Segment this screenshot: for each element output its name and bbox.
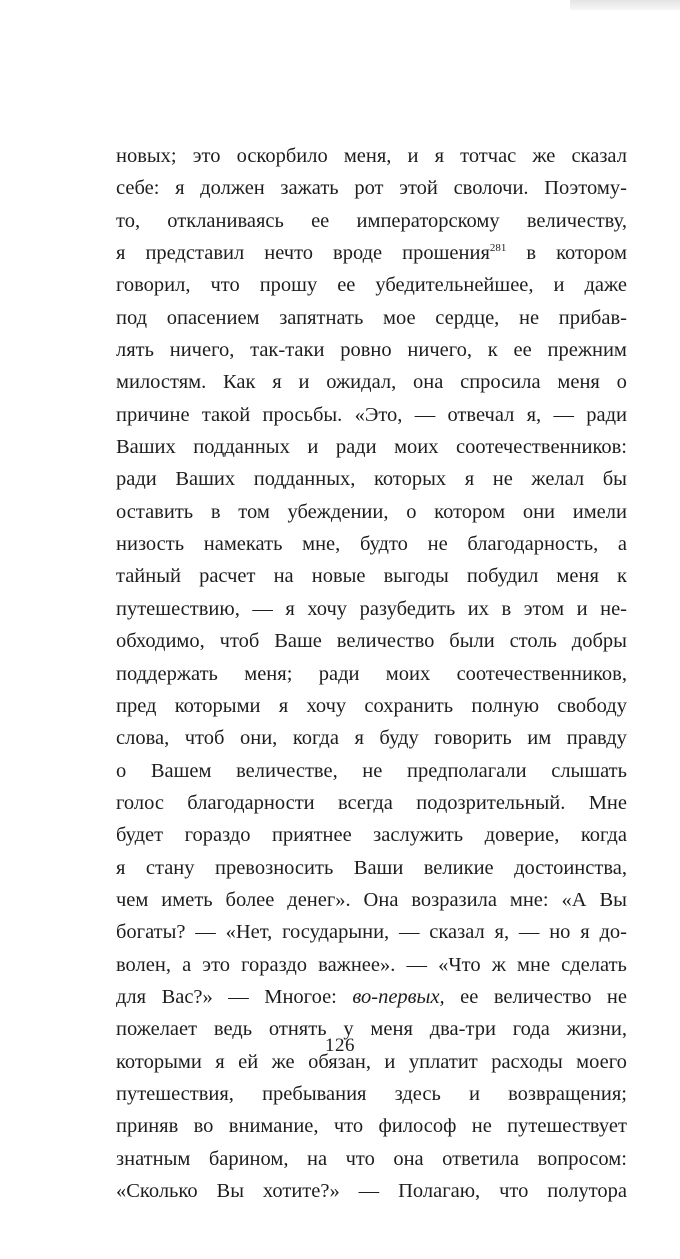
word: сохранить [364,694,454,717]
word: о [406,500,417,523]
word: знатным [116,1147,191,1170]
text-line [116,431,627,463]
word: ради [116,468,157,491]
word: это [202,953,231,976]
word: я [175,177,185,200]
word: — [553,403,574,426]
word: богаты? [116,921,186,944]
word: доверие, [484,824,560,847]
word: ничего, [407,339,473,362]
word: причине [116,403,190,426]
word: пред [116,694,157,717]
word: подозрительный. [416,791,566,814]
word: том [238,500,270,523]
text-line [116,593,627,625]
word: меня; [244,662,293,685]
word: которых [374,468,447,491]
word: расчет [199,565,256,588]
word: года [512,1018,550,1041]
word: во-первых, [352,985,445,1008]
scan-edge-shadow [570,0,680,10]
word: приятнее [271,824,352,847]
word: же [271,1050,295,1073]
word: чтоб [184,727,225,750]
word: они [522,500,556,523]
word: пребывания [262,1082,367,1105]
word: благодарность, [467,533,599,556]
word: на [273,565,294,588]
word: и [407,145,419,167]
word: слышать [551,759,627,782]
word: ради [586,403,627,426]
word: правду [566,727,627,750]
text-line [116,496,627,528]
word: же [532,145,556,167]
word: под [116,306,148,329]
text-line [116,528,627,560]
word: опасением [166,306,260,329]
word: такой [201,403,251,426]
word: ничего, [169,339,235,362]
word: соотечественников: [456,436,627,459]
text-line [116,722,627,754]
word: нечто [264,242,314,265]
word: что [499,1180,529,1202]
word: меня [556,565,599,588]
text-line [116,625,627,657]
word: соотечественников, [456,662,627,685]
word: что [345,1147,375,1170]
text-line [116,463,627,495]
word: побудил [466,565,539,588]
word: бы [602,468,627,491]
word: иметь [161,888,213,911]
word: хотите?» [262,1180,340,1202]
word: прежним [547,339,627,362]
word: не [427,533,448,556]
word: сволочи. [453,177,529,200]
word: о [116,759,127,782]
word: ровно [340,339,392,362]
page-number: 126 [325,1035,355,1056]
word: просьбы. [262,403,343,426]
word: Она [363,888,399,911]
word: тотчас [460,145,517,167]
word: им [527,727,552,750]
word: столь [509,630,557,653]
word: и [468,1082,480,1105]
word: моего [576,1050,627,1073]
word: Мне [588,791,627,814]
word: выгоды [383,565,449,588]
word: путешествия, [116,1082,234,1105]
word: ж [491,953,506,976]
word: хочу [306,694,347,717]
word: и [384,1050,396,1073]
word: отвечал [447,403,515,426]
word: этой [399,177,438,200]
word: ведь [213,1018,253,1041]
word: я [278,694,289,717]
word: достоинства, [514,856,627,879]
word: что [333,1115,364,1138]
word: оскорбило [236,145,328,167]
word: путешествует [507,1115,627,1138]
word: гораздо [184,824,251,847]
word: я [580,921,590,944]
word: новые [311,565,366,588]
text-line [116,981,627,1013]
word: — [195,921,216,944]
word: зажать [280,177,339,200]
word: меня [557,371,600,394]
word: будто [359,533,408,556]
word: величество [336,630,435,653]
word: я [285,597,295,620]
word: не [362,759,383,782]
word: и [307,436,319,459]
word: предполагали [406,759,527,782]
word: важнее». [318,953,396,976]
word: для [116,985,147,1008]
word: Многое: [264,985,337,1008]
word: Вы [599,888,627,911]
word: не [492,468,513,491]
word: и [298,371,310,394]
footnote-reference[interactable]: 281 [489,242,507,255]
word: прошу [259,274,318,297]
word: их [467,597,490,620]
word: это [192,145,221,167]
word: подданных [193,436,290,459]
word: буду [379,727,419,750]
text-line [116,852,627,884]
text-line [116,205,627,237]
word: я, [526,403,542,426]
word: ожидал, [326,371,397,394]
word: она [393,1147,424,1170]
text-line [116,690,627,722]
word: к [616,565,627,588]
word: вопросом: [537,1147,627,1170]
word: ее [513,339,532,362]
text-line [116,1175,627,1207]
word: пожелает [116,1018,198,1041]
word: когда [292,727,339,750]
word: прибав- [558,306,627,329]
word: не [518,306,540,329]
word: не [471,1115,492,1138]
word: Поэтому- [544,177,627,200]
word: моих [394,436,439,459]
word: себе: [116,177,160,200]
text-line [116,560,627,592]
word: путешествию, [116,597,240,620]
text-line [116,755,627,787]
word: так-таки [250,339,325,362]
word: меня, [343,145,392,167]
word: лять [116,339,154,362]
word: уплатит [408,1050,478,1073]
word: здесь [394,1082,441,1105]
text-line [116,302,627,334]
word: сказал [429,921,485,944]
word: Как [223,371,256,394]
word: императорскому [356,209,500,232]
word: поддержать [116,662,218,685]
word: желал [531,468,585,491]
word: сердце, [435,306,500,329]
word: котором [556,242,627,265]
word: «Нет, [225,921,273,944]
word: полную [471,694,540,717]
word: Ваших [175,468,236,491]
word: великие [423,856,494,879]
word: денег». [287,888,351,911]
word: — [414,403,436,426]
word: я, [494,921,510,944]
text-line [116,269,627,301]
word: благодарности [187,791,315,814]
word: — [358,1180,380,1202]
word: говорить [434,727,512,750]
word: котором [434,500,506,523]
word: убеждении, [287,500,389,523]
word: волен, [116,953,171,976]
word: превозносить [214,856,334,879]
word: обязан, [308,1050,371,1073]
word: обходимо, [116,630,205,653]
word: барином, [208,1147,289,1170]
word: отнять [268,1018,327,1041]
word: хочу [307,597,348,620]
word: — [518,921,540,944]
word: но [549,921,571,944]
word: чтоб [219,630,260,653]
word: они, [239,727,278,750]
word: что [210,274,240,297]
word: мне [517,953,551,976]
word: голос [116,791,164,814]
word: спросила [460,371,541,394]
word: рот [354,177,384,200]
word: ей [238,1050,259,1073]
word: запятнать [279,306,364,329]
word: которыми [174,694,261,717]
text-line [116,237,627,269]
word: намекать [203,533,283,556]
word: заслужить [373,824,464,847]
word: величеству, [526,209,627,232]
word-with-footnote [402,237,506,269]
word: низость [116,533,185,556]
word: я [434,145,445,167]
word: сделать [561,953,627,976]
word: Полагаю, [398,1180,481,1202]
word: «Сколько [116,1180,198,1202]
word: чем [116,888,149,911]
text-line [116,334,627,366]
word: в [210,500,221,523]
text-line [116,1143,627,1175]
word: государыни, [282,921,390,944]
word: я [116,242,126,265]
word: этом [523,597,565,620]
word: не- [600,597,627,620]
word: не [606,985,627,1008]
word: даже [584,274,627,297]
word: будет [116,824,164,847]
word: жизни, [566,1018,627,1041]
word: расходы [491,1050,563,1073]
text-line [116,949,627,981]
text-line [116,140,627,172]
word: говорил, [116,274,191,297]
word: оставить [116,500,194,523]
word: она [413,371,444,394]
word: возвращения; [508,1082,627,1105]
word: — [228,985,249,1008]
word: в [526,242,537,265]
word: и [576,597,588,620]
text-line [116,399,627,431]
word: — [252,597,273,620]
word: и [553,274,565,297]
word: были [449,630,495,653]
text-line [116,819,627,851]
word: меня [370,1018,413,1041]
text-line [116,1110,627,1142]
word: я [464,468,475,491]
word: к [487,339,498,362]
word: на [307,1147,328,1170]
word: а [617,533,627,556]
word: ее [311,209,330,232]
word: ее [460,985,479,1008]
word: более [225,888,275,911]
word: новых; [116,145,177,167]
word: я [272,371,282,394]
word: я [215,1050,225,1073]
word: всегда [337,791,393,814]
word: ее [337,274,356,297]
text-line [116,172,627,204]
word: разубедить [359,597,456,620]
word: которыми [116,1050,202,1073]
word: моих [385,662,431,685]
text-line [116,1078,627,1110]
word: когда [580,824,627,847]
word: о [616,371,627,394]
text-line [116,916,627,948]
word: вроде [333,242,383,265]
word: ответила [442,1147,520,1170]
word: я [354,727,364,750]
word: представил [145,242,245,265]
word: добры [571,630,627,653]
word: ради [335,436,377,459]
word: «Это, [354,403,403,426]
text-line [116,658,627,690]
word: тайный [116,565,181,588]
word: возразила [411,888,497,911]
word: у [343,1018,354,1041]
word: ради [318,662,360,685]
word: «А [561,888,587,911]
word: откланиваясь [167,209,284,232]
word: величестве, [236,759,338,782]
word: два-три [429,1018,496,1041]
word: Ваших [116,436,176,459]
word: философ [378,1115,457,1138]
word: — [398,921,420,944]
word: «Что [438,953,481,976]
word: свободу [557,694,627,717]
word: Вы [216,1180,244,1202]
word: Ваши [353,856,404,879]
word: сказал [571,145,627,167]
word: слова, [116,727,170,750]
word: должен [200,177,265,200]
word: гораздо [241,953,308,976]
word: Вас?» [161,985,213,1008]
text-line [116,787,627,819]
word: я [116,856,126,879]
word: Вашем [150,759,212,782]
word: мое [383,306,416,329]
word: — [406,953,427,976]
word: внимание, [228,1115,319,1138]
text-line [116,884,627,916]
word: во [193,1115,214,1138]
word: мне, [302,533,341,556]
word: убедительнейшее, [375,274,534,297]
word: приняв [116,1115,179,1138]
word: величество [493,985,592,1008]
word: то, [116,209,141,232]
word: а [182,953,192,976]
word: Ваше [274,630,322,653]
word: мне: [509,888,549,911]
word: в [501,597,512,620]
text-line [116,366,627,398]
word: стану [145,856,195,879]
word: милостям. [116,371,207,394]
word: прошения [402,242,490,265]
word: подданных, [253,468,356,491]
word: имели [572,500,627,523]
word: полутора [547,1180,627,1202]
word: до- [599,921,627,944]
